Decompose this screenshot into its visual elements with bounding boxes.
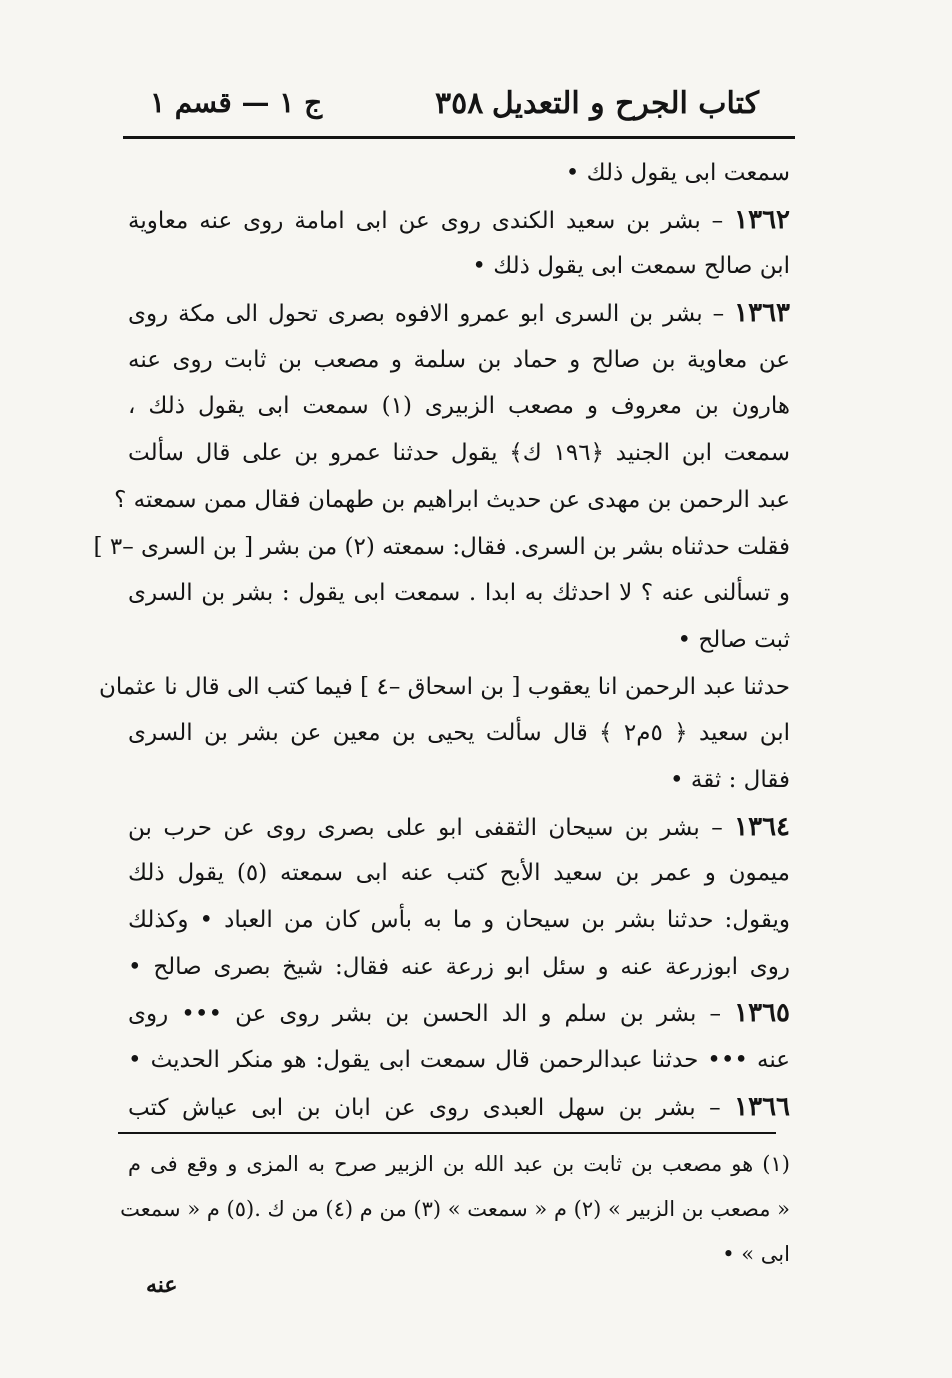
line-text: حدثنا عبد الرحمن انا يعقوب [ بن اسحاق –٤ ] فيما كتب الى قال نا عثمان bbox=[99, 673, 790, 700]
text-line bbox=[128, 197, 790, 244]
text-line bbox=[128, 570, 790, 617]
text-line bbox=[128, 804, 790, 851]
page-header bbox=[125, 82, 797, 126]
text-line bbox=[128, 383, 790, 430]
main-text bbox=[93, 150, 791, 1130]
entry-number: ١٣٦٦ bbox=[734, 1091, 790, 1122]
line-text: سمعت ابى يقول ذلك • bbox=[565, 160, 790, 186]
volume-part: ج ١ — قسم ١ bbox=[150, 86, 323, 119]
line-text: هارون بن معروف و مصعب الزبيرى (١) سمعت ابى يقول ذلك ، bbox=[128, 393, 790, 420]
text-line bbox=[128, 944, 790, 991]
line-text: سمعت ابن الجنيد ﴿١٩٦ ك﴾ يقول حدثنا عمرو بن على قال سألت bbox=[128, 440, 791, 467]
line-text: عبد الرحمن بن مهدى عن حديث ابراهيم بن طهمان فقال ممن سمعته ؟ bbox=[114, 486, 790, 513]
text-line bbox=[114, 477, 790, 524]
line-text: روى ابوزرعة عنه و سئل ابو زرعة عنه فقال: شيخ بصرى صالح • bbox=[128, 953, 790, 980]
footnote-rule bbox=[118, 1132, 776, 1134]
line-text: – بشر بن السرى ابو عمرو الافوه بصرى تحول الى مكة روى bbox=[128, 301, 735, 328]
footnote-line: (١) هو مصعب بن ثابت بن عبد الله بن الزبير صرح به المزى و وقع فى م bbox=[128, 1152, 790, 1176]
line-text: و تسألنى عنه ؟ لا احدثك به ابدا . سمعت ابى يقول : بشر بن السرى bbox=[128, 580, 790, 607]
text-line bbox=[93, 524, 790, 571]
entry-number: ١٣٦٥ bbox=[734, 998, 790, 1029]
footnote-line: « مصعب بن الزبير » (٢) م « سمعت » (٣) من م (٤) من ك .(٥) م « سمعت bbox=[120, 1197, 790, 1221]
line-text: ميمون و عمر بن سعيد الأبح كتب عنه ابى سمعته (٥) يقول ذلك bbox=[128, 860, 790, 887]
line-text: ثبت صالح • bbox=[677, 626, 790, 653]
text-line bbox=[128, 290, 790, 337]
text-line bbox=[128, 337, 790, 384]
line-text: – بشر بن سيحان الثقفى ابو على بصرى روى عن حرب بن bbox=[128, 814, 735, 841]
book-title: كتاب الجرح و التعديل bbox=[491, 86, 759, 121]
line-text: – بشر بن سهل العبدى روى عن ابان بن ابى عياش كتب bbox=[128, 1094, 735, 1121]
text-line bbox=[128, 1084, 790, 1131]
line-text: ابن سعيد ﴿ ٥م٢ ﴾ قال سألت يحيى بن معين عن بشر بن السرى bbox=[128, 720, 790, 747]
footnotes bbox=[120, 1142, 790, 1277]
text-line bbox=[128, 617, 790, 664]
line-text: عن معاوية بن صالح و حماد بن سلمة و مصعب بن ثابت روى عنه bbox=[128, 346, 791, 373]
line-text: عنه ••• حدثنا عبدالرحمن قال سمعت ابى يقول: هو منكر الحديث • bbox=[128, 1047, 790, 1074]
text-line bbox=[128, 243, 790, 290]
line-text: – بشر بن سلم و الد الحسن بن بشر روى عن ••• روى bbox=[128, 1001, 735, 1028]
text-line bbox=[128, 710, 790, 757]
entry-number: ١٣٦٢ bbox=[734, 204, 790, 235]
text-line bbox=[128, 850, 790, 897]
footnote-line: ابى » • bbox=[722, 1242, 790, 1266]
text-line bbox=[128, 1037, 790, 1084]
text-line bbox=[128, 757, 790, 804]
line-text: – بشر بن سعيد الكندى روى عن ابى امامة روى عنه معاوية bbox=[128, 207, 735, 234]
line-text: ابن صالح سمعت ابى يقول ذلك • bbox=[472, 253, 790, 280]
text-line bbox=[128, 990, 790, 1037]
catchword: عنه bbox=[146, 1272, 178, 1298]
line-text: ويقول: حدثنا بشر بن سيحان و ما به بأس كان من العباد • وكذلك bbox=[128, 907, 790, 933]
text-line bbox=[128, 897, 790, 944]
text-line bbox=[99, 664, 790, 711]
text-line bbox=[128, 430, 790, 477]
line-text: فقال : ثقة • bbox=[670, 766, 790, 793]
text-line bbox=[128, 150, 790, 197]
entry-number: ١٣٦٣ bbox=[734, 298, 790, 329]
line-text: فقلت حدثناه بشر بن السرى. فقال: سمعته (٢) من بشر [ بن السرى –٣ ] bbox=[93, 533, 790, 560]
header-rule bbox=[123, 136, 795, 139]
entry-number: ١٣٦٤ bbox=[734, 811, 790, 842]
page-number: ٣٥٨ bbox=[435, 86, 484, 121]
